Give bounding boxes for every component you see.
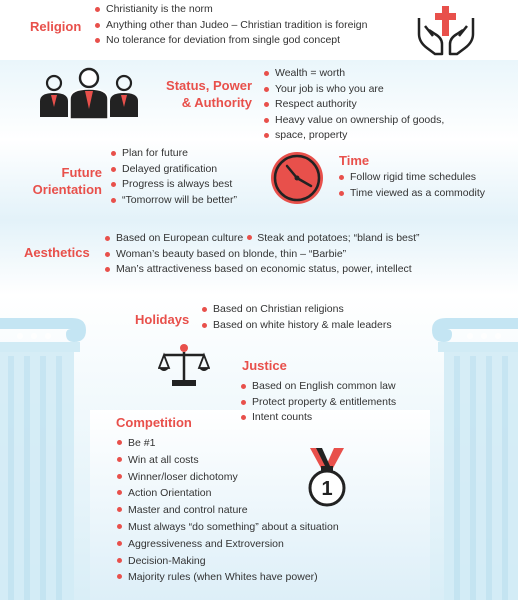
list-item: Intent counts (240, 410, 440, 426)
future-heading-line1: Future (61, 165, 102, 180)
bullet-dot (247, 235, 252, 240)
list-item: Decision-Making (116, 553, 416, 570)
list-item: Win at all costs (116, 452, 416, 469)
left-pillar-decoration (0, 312, 92, 600)
list-item: Be #1 (116, 435, 416, 452)
religion-heading: Religion (30, 19, 82, 34)
list-item: Christianity is the norm (94, 2, 414, 18)
list-item (104, 231, 512, 247)
future-heading-line2: Orientation (32, 182, 102, 197)
list-item: Wealth = worth (263, 66, 493, 82)
list-item: Anything other than Judeo – Christian tradition is foreign (94, 18, 414, 34)
aesthetics-heading: Aesthetics (24, 245, 90, 260)
medal-icon (300, 446, 354, 508)
list-item: Majority rules (when Whites have power) (116, 569, 416, 586)
scales-icon (158, 342, 210, 388)
businessmen-icon (38, 67, 140, 119)
list-item: Follow rigid time schedules (338, 170, 508, 186)
aesthetics-item-1b: Steak and potatoes; “bland is best” (257, 232, 420, 244)
future-heading (16, 164, 102, 198)
competition-list (116, 435, 416, 586)
list-item: Heavy value on ownership of goods, (263, 113, 493, 129)
status-heading-line1: Status, Power (166, 78, 252, 93)
medal-number: 1 (321, 478, 333, 500)
future-list (110, 146, 270, 208)
time-list (338, 170, 508, 201)
time-heading: Time (339, 153, 370, 168)
list-item: Woman’s beauty based on blonde, thin – “Barbie” (104, 247, 512, 263)
religion-list (94, 2, 414, 49)
clock-icon (269, 150, 325, 206)
list-item: Based on Christian religions (201, 302, 421, 318)
list-item: Man’s attractiveness based on economic status, power, intellect (104, 262, 512, 278)
list-item: Must always “do something” about a situation (116, 519, 416, 536)
list-item-continued: space, property (263, 128, 493, 144)
list-item: Plan for future (110, 146, 270, 162)
status-heading (148, 77, 252, 111)
list-item: Your job is who you are (263, 82, 493, 98)
list-item: No tolerance for deviation from single god concept (94, 33, 414, 49)
holidays-list (201, 302, 421, 333)
list-item: “Tomorrow will be better” (110, 193, 270, 209)
list-item: Aggressiveness and Extroversion (116, 536, 416, 553)
list-item: Master and control nature (116, 502, 416, 519)
holidays-heading: Holidays (135, 312, 190, 327)
competition-heading: Competition (116, 415, 192, 430)
list-item: Respect authority (263, 97, 493, 113)
list-item: Protect property & entitlements (240, 395, 440, 411)
list-item: Time viewed as a commodity (338, 186, 508, 202)
hands-cross-icon (415, 4, 477, 56)
list-item: Based on English common law (240, 379, 440, 395)
status-list (263, 66, 493, 144)
aesthetics-list (104, 231, 512, 278)
right-pillar-decoration (420, 312, 518, 600)
justice-list (240, 379, 440, 426)
list-item: Progress is always best (110, 177, 270, 193)
justice-heading: Justice (242, 358, 287, 373)
status-heading-line2: & Authority (181, 95, 252, 110)
list-item: Action Orientation (116, 485, 416, 502)
list-item: Winner/loser dichotomy (116, 469, 416, 486)
list-item: Delayed gratification (110, 162, 270, 178)
aesthetics-item-1a: Based on European culture (116, 232, 244, 244)
list-item: Based on white history & male leaders (201, 318, 421, 334)
